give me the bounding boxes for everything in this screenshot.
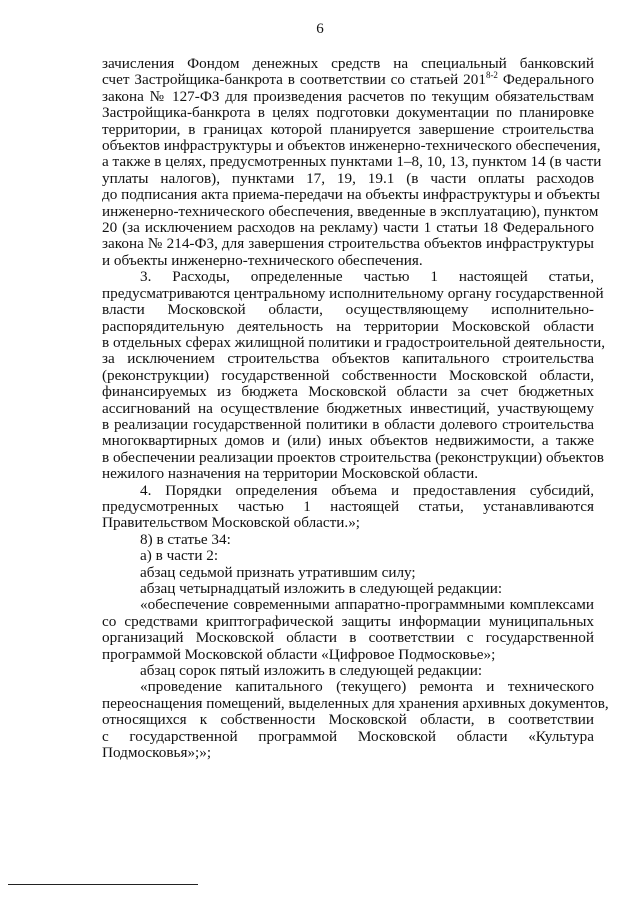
text-line: «обеспечение современными аппаратно-программными комплексами — [140, 596, 594, 614]
text-line: организаций Московской области в соответствии с государственной — [102, 629, 594, 647]
text-line: и объекты инженерно-технического обеспечения. — [102, 251, 423, 269]
superscript: 8-2 — [485, 70, 498, 81]
paragraph-subsidies — [102, 483, 594, 532]
text-line: уплаты налогов), пунктами 17, 19, 19.1 (в части оплаты расходов — [102, 169, 594, 187]
text-line: власти Московской области, осуществляющему исполнительно- — [102, 301, 594, 319]
text-line: предусматриваются центральному исполнительному органу государственной — [102, 284, 604, 302]
document-body — [102, 55, 609, 762]
text-line: относящихся к собственности Московской области, в соответствии — [102, 711, 594, 729]
paragraph-expenses — [102, 268, 606, 483]
text-line: распорядительную деятельность на территории Московской области — [102, 317, 594, 335]
text-line: Правительством Московской области.»; — [102, 514, 361, 532]
text-line: в обеспечении реализации проектов строительства (реконструкции) объектов — [102, 448, 604, 466]
text-line: объектов инфраструктуры и объектов инженерно-технического обеспечения, — [102, 137, 601, 155]
text-line: абзац четырнадцатый изложить в следующей редакции: — [140, 580, 503, 597]
text-line: с государственной программой Московской области «Культура — [102, 727, 594, 745]
text-line: зачисления Фондом денежных средств на специальный банковский — [102, 55, 594, 72]
text-segment: Федерального — [497, 71, 595, 89]
text-line: предусмотренных частью 1 настоящей статьи, устанавливаются — [102, 497, 594, 515]
text-line: территории, в границах которой планируется завершение строительства — [102, 120, 594, 138]
text-line: ассигнований на осуществление бюджетных инвестиций, участвующему — [102, 399, 594, 417]
text-line: закона № 214-ФЗ, для завершения строительства объектов инфраструктуры — [102, 235, 594, 253]
text-line: 4. Порядки определения объема и предоставления субсидий, — [140, 481, 594, 499]
text-line: переоснащения помещений, выделенных для хранения архивных документов, — [102, 694, 609, 712]
text-line: нежилого назначения на территории Московской области. — [102, 465, 479, 483]
text-line: а) в части 2: — [140, 547, 219, 565]
quote-digital-podmoskovye — [102, 597, 594, 663]
paragraph-funding-transfer — [102, 55, 602, 269]
text-line: абзац седьмой признать утратившим силу; — [140, 563, 416, 581]
text-line: программой Московской области «Цифровое Подмосковье»; — [102, 645, 496, 663]
item-8a — [102, 548, 594, 564]
text-line: (реконструкции) государственной собственности Московской области, — [102, 366, 594, 384]
text-line: 8) в статье 34: — [140, 530, 231, 548]
footer-rule — [8, 884, 198, 885]
page-number: 6 — [316, 21, 324, 37]
text-line: со средствами криптографической защиты информации муниципальных — [102, 612, 594, 630]
text-line: в отдельных сферах жилищной политики и градостроительной деятельности, — [102, 333, 606, 351]
text-line: Подмосковья»;»; — [102, 744, 212, 762]
text-line — [102, 72, 594, 88]
text-line: 20 (за исключением расходов на рекламу) части 1 статьи 18 Федерального — [102, 219, 594, 237]
paragraph-abzac-45 — [102, 663, 594, 679]
text-line: до подписания акта приема-передачи на объекты инфраструктуры и объекты — [102, 186, 600, 204]
text-line: «проведение капитального (текущего) ремонта и технического — [140, 678, 594, 696]
item-8 — [102, 532, 594, 548]
text-line: в реализации государственной политики в области долевого строительства — [102, 415, 594, 433]
text-line: Застройщика-банкрота в целях подготовки документации по планировке — [102, 104, 594, 122]
text-line: абзац сорок пятый изложить в следующей редакции: — [140, 662, 483, 680]
text-line: 3. Расходы, определенные частью 1 настоящей статьи, — [140, 268, 594, 286]
paragraph-abzac-14 — [102, 581, 594, 597]
text-line: а также в целях, предусмотренных пунктами 1–8, 10, 13, пунктом 14 (в части — [102, 153, 602, 171]
text-line: финансируемых из бюджета Московской области за счет бюджетных — [102, 383, 594, 401]
text-segment: счет Застройщика-банкрота в соответствии со статьей 201 — [102, 71, 486, 89]
text-line: за исключением строительства объектов капитального строительства — [102, 350, 594, 368]
paragraph-abzac-7 — [102, 565, 594, 581]
text-line: многоквартирных домов и (или) иных объектов недвижимости, а также — [102, 432, 594, 450]
text-line: закона № 127-ФЗ для произведения расчетов по текущим обязательствам — [102, 87, 594, 105]
text-line: инженерно-технического обеспечения, введенные в эксплуатацию), пунктом — [102, 202, 599, 220]
quote-culture-podmoskovye — [102, 678, 609, 762]
